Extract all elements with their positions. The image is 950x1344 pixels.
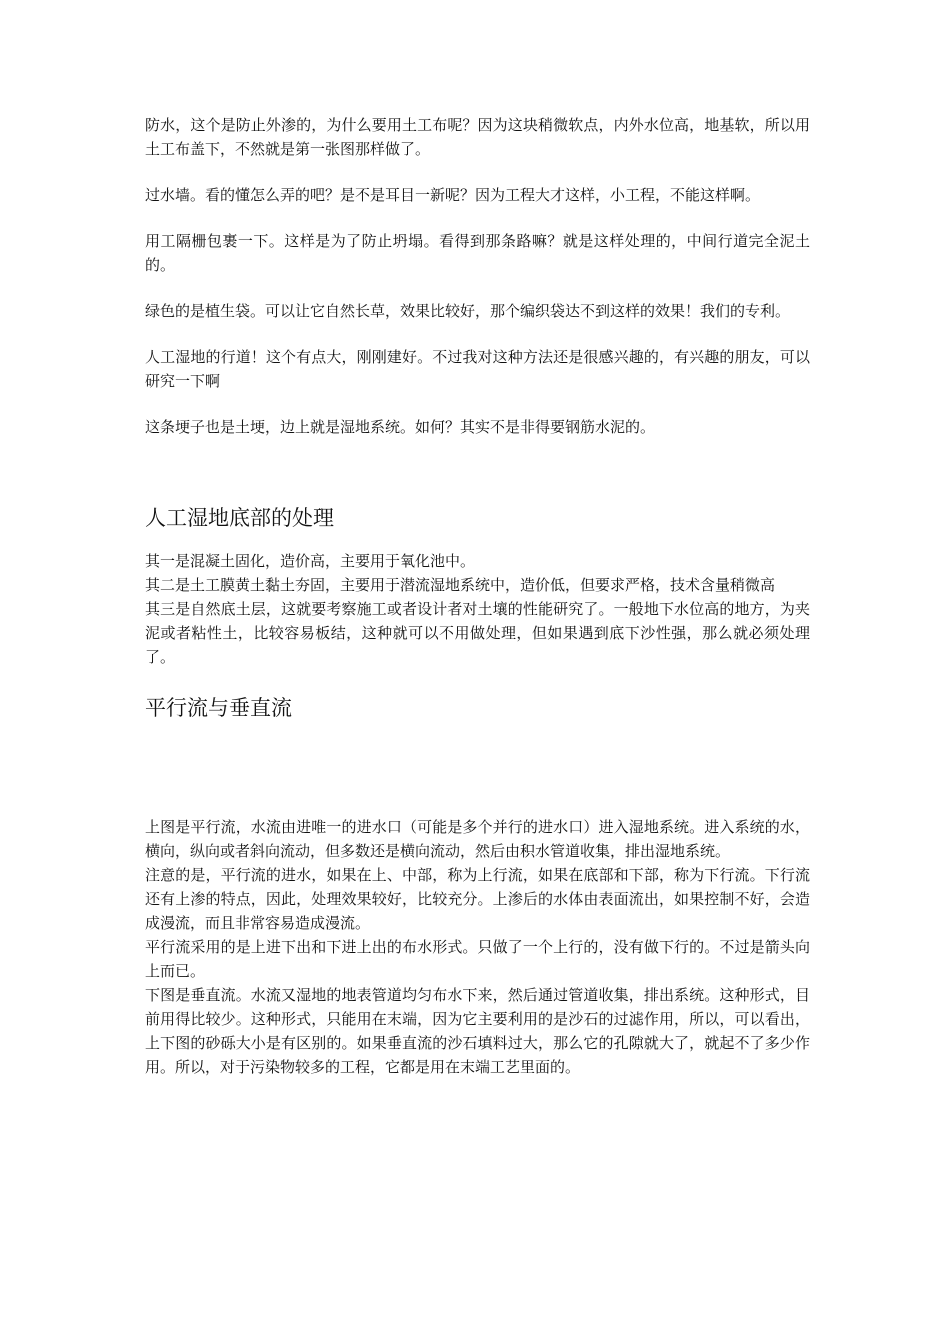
- flow-paragraph-1: 上图是平行流，水流由进唯一的进水口（可能是多个并行的进水口）进入湿地系统。进入系统的水，横向，纵向或者斜向流动，但多数还是横向流动，然后由积水管道收集，排出湿地系统。: [145, 818, 810, 860]
- intro-paragraph-2: 过水墙。看的懂怎么弄的吧？是不是耳目一新呢？因为工程大才这样，小工程，不能这样啊。: [145, 186, 761, 204]
- flow-paragraph-3: 平行流采用的是上进下出和下进上出的布水形式。只做了一个上行的，没有做下行的。不过是箭头向上而已。: [145, 938, 810, 980]
- document-page: [145, 113, 810, 1079]
- intro-paragraph-4: 绿色的是植生袋。可以让它自然长草，效果比较好，那个编织袋达不到这样的效果！我们的专利。: [145, 302, 791, 320]
- intro-paragraph-5: 人工湿地的行道！这个有点大，刚刚建好。不过我对这种方法还是很感兴趣的，有兴趣的朋友，可以研究一下啊: [145, 348, 810, 390]
- intro-paragraph-1: 防水，这个是防止外渗的，为什么要用土工布呢？因为这块稍微软点，内外水位高，地基软，所以用土工布盖下，不然就是第一张图那样做了。: [145, 116, 810, 158]
- intro-paragraph-6: 这条埂子也是土埂，边上就是湿地系统。如何？其实不是非得要钢筋水泥的。: [145, 418, 656, 436]
- section-body-flow-types: [145, 815, 810, 1079]
- bottom-paragraph-1: 其一是混凝土固化，造价高，主要用于氧化池中。: [145, 552, 476, 570]
- section-heading-bottom-treatment: 人工湿地底部的处理: [145, 506, 334, 530]
- intro-paragraph-3: 用工隔栅包裹一下。这样是为了防止坍塌。看得到那条路嘛？就是这样处理的，中间行道完全泥土的。: [145, 232, 810, 274]
- section-body-bottom-treatment: [145, 549, 810, 669]
- bottom-paragraph-3: 其三是自然底土层，这就要考察施工或者设计者对土壤的性能研究了。一般地下水位高的地方，为夹泥或者粘性土，比较容易板结，这种就可以不用做处理，但如果遇到底下沙性强，那么就必须处理了。: [145, 600, 810, 666]
- flow-paragraph-2: 注意的是，平行流的进水，如果在上、中部，称为上行流，如果在底部和下部，称为下行流。下行流还有上渗的特点，因此，处理效果较好，比较充分。上渗后的水体由表面流出，如果控制不好，会造成漫流，而且非常容易造成漫流。: [145, 866, 810, 932]
- flow-paragraph-4: 下图是垂直流。水流又湿地的地表管道均匀布水下来，然后通过管道收集，排出系统。这种形式，目前用得比较少。这种形式，只能用在末端，因为它主要利用的是沙石的过滤作用，所以，可以看出，上下图的砂砾大小是有区别的。如果垂直流的沙石填料过大，那么它的孔隙就大了，就起不了多少作用。所以，对于污染物较多的工程，它都是用在末端工艺里面的。: [145, 986, 810, 1076]
- bottom-paragraph-2: 其二是土工膜黄土黏土夯固，主要用于潜流湿地系统中，造价低，但要求严格，技术含量稍微高: [145, 576, 776, 594]
- section-heading-flow-types: 平行流与垂直流: [145, 696, 292, 720]
